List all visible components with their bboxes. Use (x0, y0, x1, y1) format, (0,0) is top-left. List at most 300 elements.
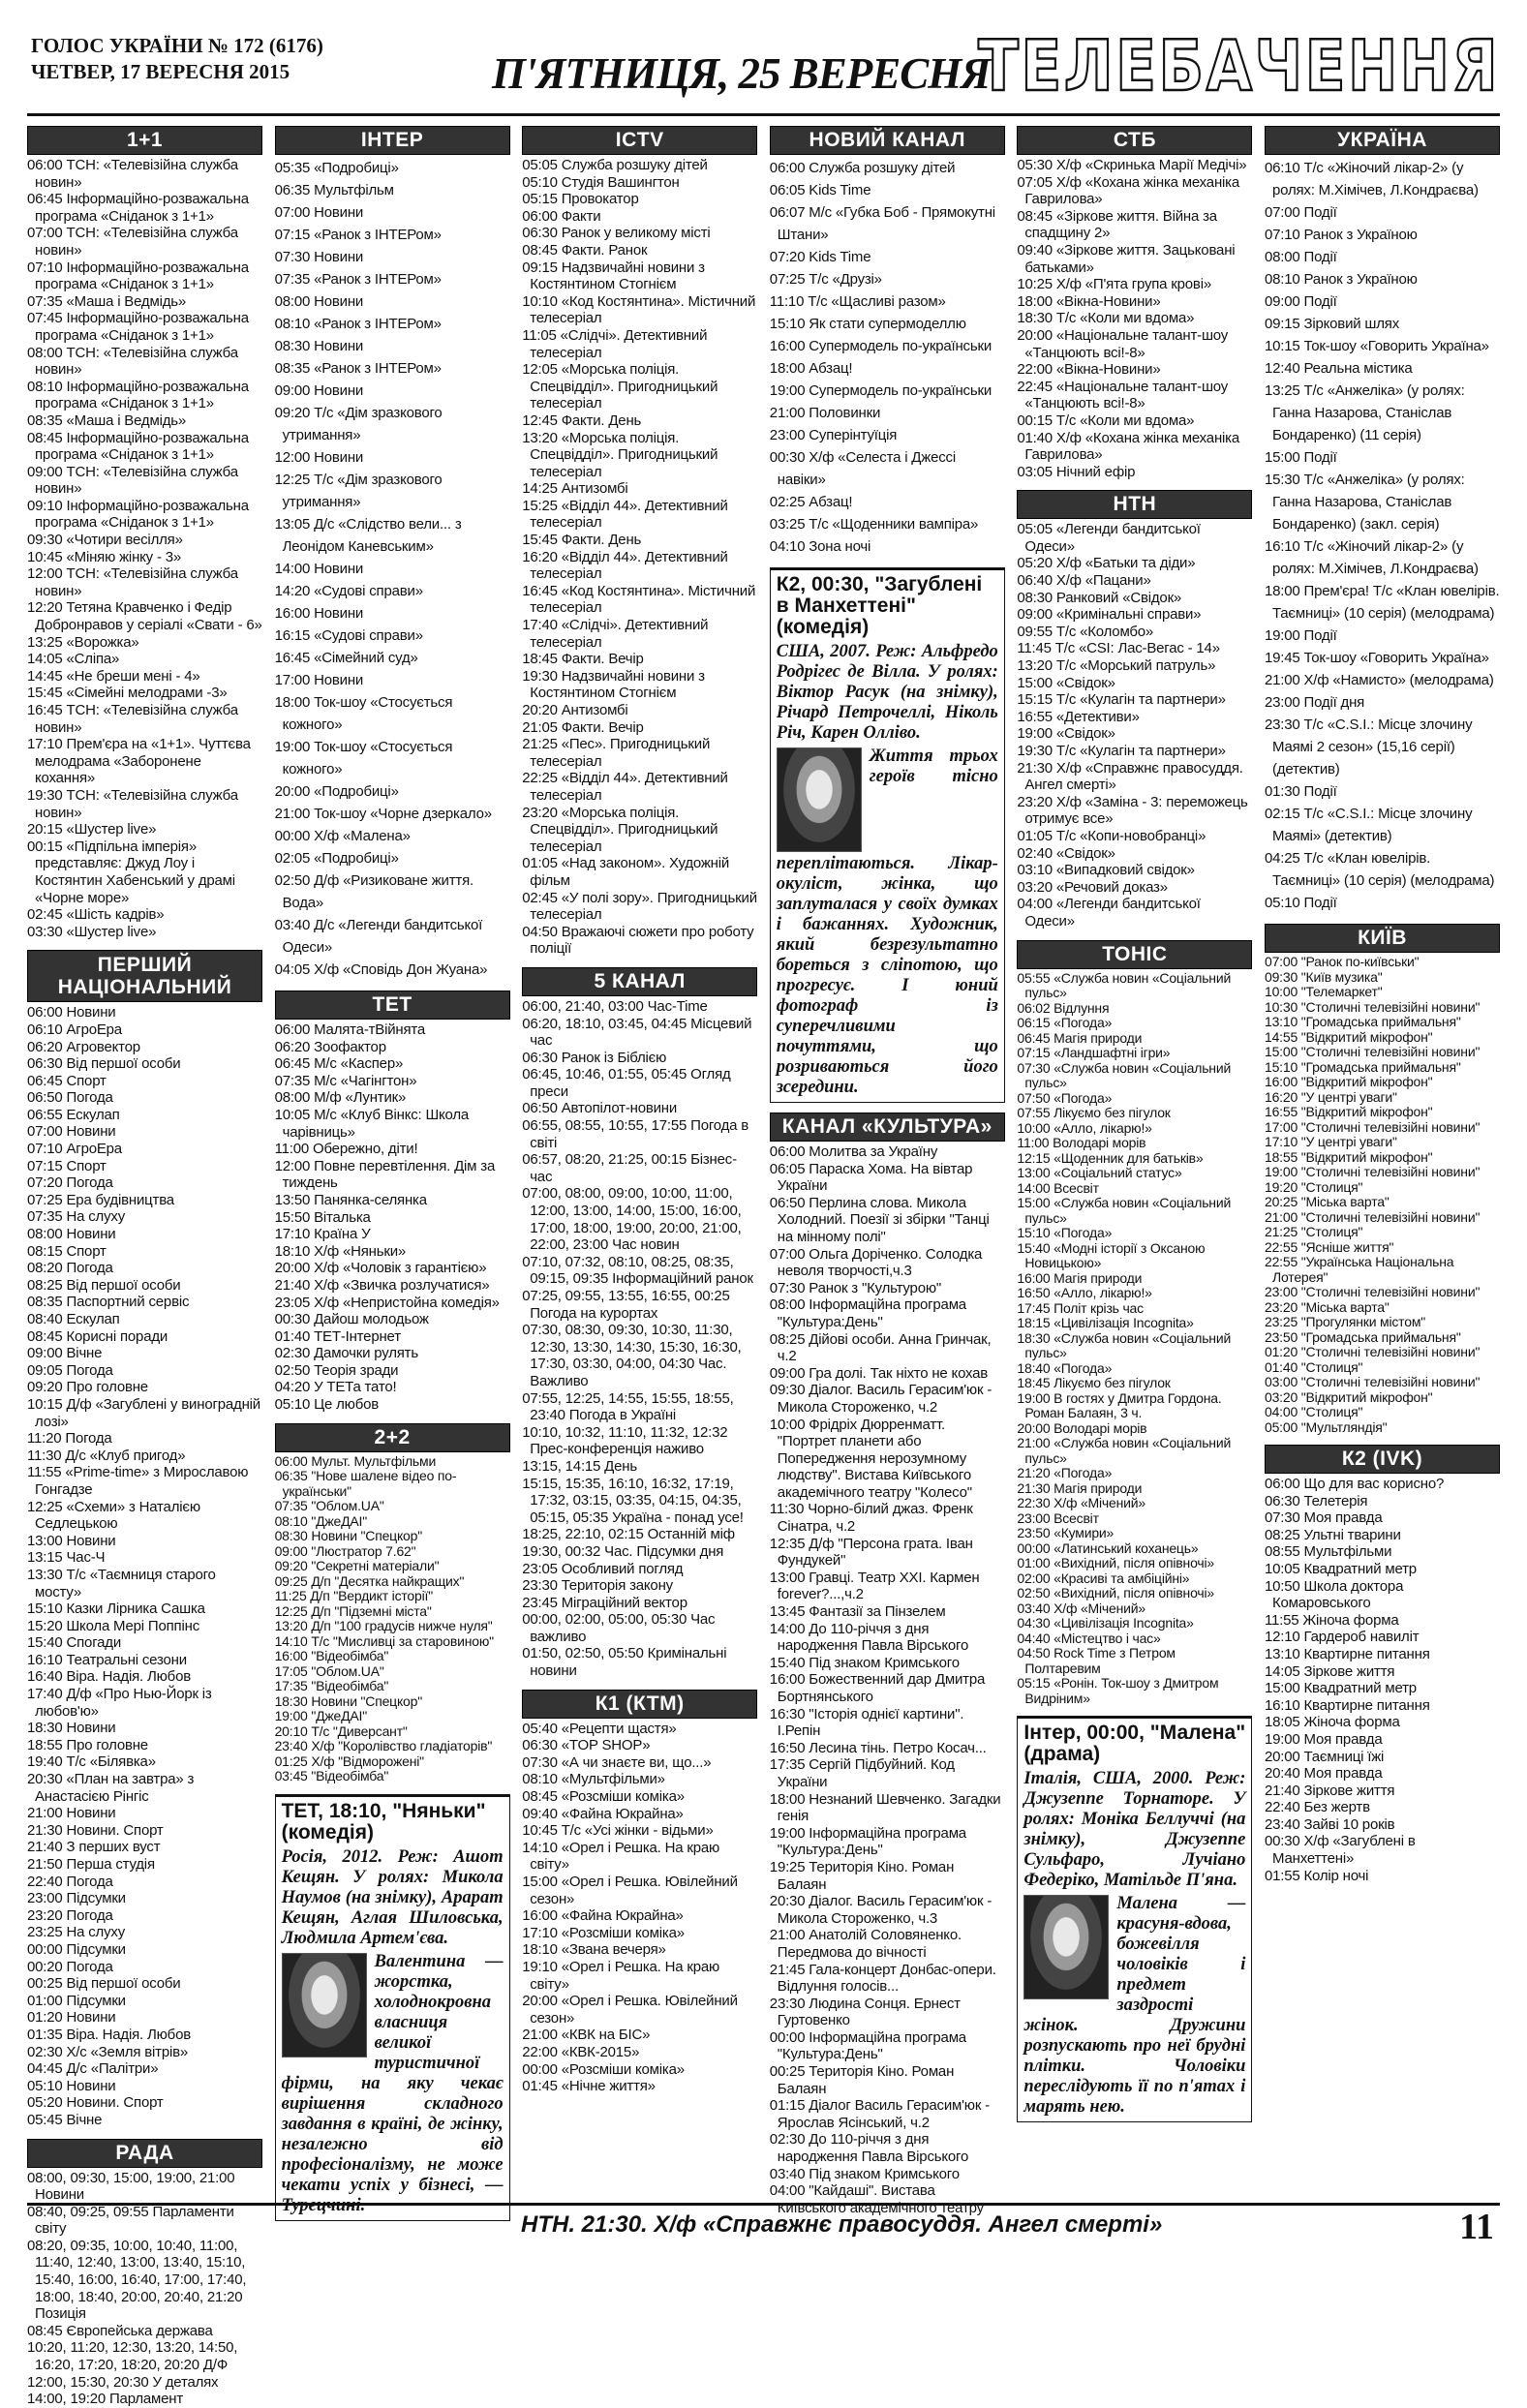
program-entry: 23:20 Погода (27, 1906, 113, 1924)
program-entry: 23:50 "Громадська приймальня" (1265, 1328, 1461, 1345)
program-entry: 06:45 Магія природи (1017, 1029, 1143, 1046)
program-entry: 01:40 "Столиця" (1265, 1358, 1363, 1375)
program-entry: 12:35 Д/ф "Персона грата. Іван Фундукей" (769, 1535, 973, 1570)
program-entry: 00:00, 02:00, 05:00, 05:30 Час важливо (522, 1611, 716, 1645)
program-entry: 12:00 Новини (274, 449, 364, 466)
program-entry: 05:20 Х/ф «Батьки та діди» (1017, 555, 1196, 572)
program-entry: 08:10 «Мультфільми» (522, 1771, 665, 1788)
program-entry: 08:00 М/ф «Лунтик» (274, 1089, 407, 1107)
program-entry: 18:05 Жіноча форма (1265, 1714, 1400, 1731)
channel-block (1265, 924, 1500, 1435)
program-entry: 12:25 «Схеми» з Наталією Седлецькою (27, 1498, 200, 1533)
program-entry: 17:05 "Облом.UA" (274, 1662, 384, 1679)
program-entry: 19:30 Т/с «Кулагін та партнери» (1017, 743, 1226, 759)
program-entry: 15:10 Як стати супермоделлю (769, 316, 966, 332)
program-entry: 06:00 Мульт. Мультфільми (274, 1452, 437, 1469)
program-entry: 04:50 Rock Time з Петром Полтаревим (1017, 1645, 1176, 1676)
program-entry: 16:45 «Код Костянтина». Містичний телесеріал (522, 582, 756, 617)
program-entry: 09:40 «Файна Юкрайна» (522, 1805, 684, 1822)
program-entry: 22:40 Без жертв (1265, 1799, 1370, 1816)
program-entry: 04:40 «Містецтво і час» (1017, 1630, 1161, 1646)
program-entry: 23:25 На слуху (27, 1924, 125, 1941)
program-entry: 06:10 АгроЕра (27, 1021, 122, 1038)
program-entry: 08:45 Корисні поради (27, 1327, 168, 1345)
program-entry: 18:30 Новини (27, 1720, 116, 1737)
program-entry: 07:30 Новини (274, 249, 364, 265)
column-6 (1265, 126, 1500, 2188)
program-entry: 16:20 «Відділ 44». Детективний телесеріал (522, 548, 728, 583)
program-entry: 03:10 «Випадковий свідок» (1017, 862, 1195, 879)
program-entry: 09:40 «Зіркове життя. Зацьковані батьками» (1017, 241, 1236, 276)
program-entry: 23:45 Мігрaційний вектор (522, 1594, 687, 1611)
program-entry: 06:30 Від першої особи (27, 1055, 181, 1073)
program-entry: 20:25 "Міська варта" (1265, 1194, 1390, 1209)
program-entry: 06:00 Факти (522, 207, 601, 225)
program-entry: 01:55 Колір ночі (1265, 1867, 1369, 1884)
channel-block (522, 126, 757, 958)
program-entry: 21:50 Перша студія (27, 1856, 155, 1873)
program-entry: 19:40 Т/с «Білявка» (27, 1753, 156, 1771)
program-entry: 17:45 Політ крізь час (1017, 1299, 1144, 1316)
program-entry: 01:15 Діалог Василь Герасим'юк - Ярослав Ясінський, ч.2 (769, 2097, 990, 2131)
program-entry: 13:20 «Морська поліція. Спецвідділ». Пригодницький телесеріал (522, 429, 718, 480)
program-entry: 13:10 "Громадська приймальня" (1265, 1014, 1461, 1029)
program-entry: 02:50 Д/ф «Ризиковане життя. Вода» (274, 872, 473, 911)
program-entry: 08:45 «Зіркове життя. Війна за спадщину 2» (1017, 207, 1217, 242)
program-entry: 20:00 Володарі морів (1017, 1419, 1147, 1436)
program-entry: 21:30 Магія природи (1017, 1479, 1143, 1496)
program-entry: 10:20, 11:20, 12:30, 13:20, 14:50, 16:20, 17:20, 18:20, 20:20 Д/Ф (27, 2339, 238, 2374)
masthead (27, 21, 1500, 116)
program-entry: 08:35 «Маша і Ведмідь» (27, 411, 187, 429)
program-entry: 05:10 Події (1265, 895, 1337, 911)
channel-block (1017, 490, 1252, 930)
program-entry: 07:00 Новини (27, 1123, 116, 1141)
program-entry: 23:50 «Кумири» (1017, 1525, 1115, 1541)
program-entry: 15:40 «Модні історії з Оксаною Новицькою» (1017, 1239, 1206, 1271)
program-entry: 10:30 "Столичні телевізійні новини" (1265, 998, 1481, 1015)
program-entry: 01:20 "Столичні телевізійні новини" (1265, 1344, 1481, 1359)
channel-name: СТБ (1017, 126, 1252, 155)
program-entry: 13:25 «Ворожка» (27, 633, 139, 651)
program-entry: 15:10 Казки Лірника Сашка (27, 1600, 205, 1618)
program-entry: 18:55 Про головне (27, 1736, 148, 1753)
program-entry: 11:30 Чорно-білий джаз. Френк Сінатра, ч.2 (769, 1501, 973, 1536)
channel-block (522, 1690, 757, 2095)
program-entry: 02:15 Т/с «C.S.I.: Місце злочину Маямі» (детектив) (1265, 806, 1473, 844)
program-entry: 08:45 «Розсміши коміка» (522, 1788, 685, 1806)
program-entry: 06:45, 10:46, 01:55, 05:45 Огляд преси (522, 1066, 731, 1100)
program-entry: 18:30 Новини "Спецкор" (274, 1692, 423, 1709)
program-entry: 17:10 «Розсміши коміка» (522, 1924, 685, 1941)
program-entry: 06:02 Відлуння (1017, 999, 1110, 1016)
issue-info (31, 33, 323, 85)
program-entry: 18:25, 22:10, 02:15 Останній міф (522, 1526, 735, 1543)
program-entry: 14:55 "Відкритий мікрофон" (1265, 1028, 1433, 1045)
column-1 (27, 126, 262, 2408)
channel-name: РАДА (27, 2139, 262, 2168)
program-entry: 09:25 Д/п "Десятка найкращих" (274, 1572, 465, 1589)
program-entry: 08:10 Ранок з Україною (1265, 271, 1418, 288)
program-entry: 02:30 До 110-річчя з дня народження Павла Вірського (769, 2131, 969, 2166)
program-entry: 06:50 Автопілот-новини (522, 1100, 678, 1117)
program-entry: 16:50 «Алло, лікарю!» (1017, 1285, 1152, 1301)
program-entry: 03:20 "Відкритий мікрофон" (1265, 1388, 1433, 1405)
program-entry: 23:00 "Столичні телевізійні новини" (1265, 1284, 1481, 1299)
program-entry: 17:00 Новини (274, 672, 364, 688)
program-entry: 08:10 «Ранок з ІНТЕРом» (274, 316, 442, 332)
program-entry: 06:15 «Погода» (1017, 1015, 1113, 1031)
program-entry: 15:45 «Сімейні мелодрами -3» (27, 685, 228, 702)
program-entry: 01:05 Т/с «Копи-новобранці» (1017, 827, 1206, 844)
program-entry: 05:10 Студія Вашингтон (522, 173, 680, 191)
program-entry: 09:05 Погода (27, 1361, 113, 1379)
program-entry: 06:20 Агровектор (27, 1038, 140, 1055)
channel-name: 5 КАНАЛ (522, 967, 757, 996)
program-entry: 09:00 Новини (274, 382, 364, 399)
program-entry: 13:50 Панянка-селянка (274, 1191, 427, 1208)
channel-block (27, 2139, 262, 2408)
program-entry: 21:25 "Столиця" (1265, 1224, 1363, 1239)
program-entry: 06:20 Зоофактор (274, 1038, 386, 1055)
program-entry: 08:35 Паспортний сервіс (27, 1294, 190, 1311)
program-entry: 02:50 Теорія зради (274, 1361, 399, 1379)
program-entry: 17:40 Д/ф «Про Нью-Йорк із любов'ю» (27, 1686, 212, 1720)
program-entry: 13:15 Час-Ч (27, 1549, 106, 1567)
channel-name: ПЕРШИЙ НАЦІОНАЛЬНИЙ (27, 950, 262, 1002)
program-entry: 18:00 Ток-шоу «Стосується кожного» (274, 694, 453, 733)
program-entry: 20:00 «Орел і Решка. Ювілейний сезон» (522, 1993, 738, 2027)
program-entry: 16:10 Квартирне питання (1265, 1696, 1430, 1714)
program-entry: 11:55 «Prime-time» з Мирославою Гонгадзе (27, 1464, 249, 1498)
program-entry: 19:00 Ток-шоу «Стосується кожного» (274, 739, 453, 777)
program-entry: 20:00 Таємниці їжі (1265, 1748, 1385, 1765)
program-entry: 16:20 "У центрі уваги" (1265, 1088, 1397, 1105)
program-entry: 17:10 "У центрі уваги" (1265, 1134, 1397, 1149)
program-entry: 09:15 Надзвичайні новини з Костянтином Стогнієм (522, 259, 705, 293)
channel-name: К2 (IVK) (1265, 1445, 1500, 1474)
program-entry: 22:55 "Українська Національна Лотерея" (1265, 1254, 1454, 1285)
program-entry: 03:40 Х/ф «Мічений» (1017, 1600, 1145, 1616)
program-entry: 13:20 Т/с «Морський патруль» (1017, 657, 1216, 675)
program-entry: 12:45 Факти. День (522, 411, 642, 429)
program-entry: 06:00 Молитва за Україну (769, 1143, 938, 1160)
actor-photo (1023, 1895, 1109, 1999)
page-number: 11 (1459, 2207, 1494, 2247)
program-entry: 07:35 «Маша і Ведмідь» (27, 292, 187, 310)
channel-name: ICTV (522, 126, 757, 155)
program-entry: 09:00 Гра долі. Так ніхто не кохав (769, 1364, 989, 1382)
program-entry: 05:40 «Рецепти щастя» (522, 1720, 677, 1737)
program-entry: 16:15 «Судові справи» (274, 627, 423, 644)
program-entry: 02:30 Х/с «Земля вітрів» (27, 2043, 189, 2060)
program-entry: 21:30 Новини. Спорт (27, 1821, 164, 1839)
program-entry: 10:00 «Алло, лікарю!» (1017, 1119, 1152, 1136)
program-entry: 15:25 «Відділ 44». Детективний телесеріал (522, 497, 728, 532)
program-entry: 06:00 Що для вас корисно? (1265, 1476, 1445, 1492)
program-entry: 02:45 «У полі зору». Пригодницький телесеріал (522, 889, 757, 924)
schedule-day: П'ЯТНИЦЯ, 25 ВЕРЕСНЯ (492, 49, 991, 98)
program-entry: 08:40, 09:25, 09:55 Парламенти світу (27, 2203, 234, 2238)
program-entry: 15:00 Квадратний метр (1265, 1680, 1417, 1697)
program-entry: 13:10 Квартирне питання (1265, 1645, 1430, 1662)
program-entry: 04:00 "Кайдаші". Вистава Київського академічного театру (769, 2182, 984, 2216)
program-entry: 08:25 Ультні тварини (1265, 1526, 1401, 1543)
program-entry: 18:00 Абзац! (769, 360, 853, 377)
channel-name: УКРАЇНА (1265, 126, 1500, 155)
program-entry: 18:00 Прем'єра! Т/с «Клан ювелірів. Таємниці» (10 серія) (мелодрама) (1265, 583, 1500, 622)
program-entry: 13:00 Новини (27, 1532, 116, 1549)
program-entry: 06:50 Перлина слова. Микола Холодний. Поезії зі збірки "Танці на мінному полі" (769, 1194, 990, 1245)
program-entry: 05:20 Новини. Спорт (27, 2094, 164, 2112)
program-entry: 04:50 Вражаючі сюжети про роботу поліції (522, 923, 754, 958)
program-entry: 07:10 АгроЕра (27, 1141, 122, 1158)
program-entry: 04:30 «Цивілізація Incognita» (1017, 1615, 1194, 1631)
program-entry: 00:30 Х/ф «Селеста і Джессі навіки» (769, 449, 956, 488)
channel-name: К1 (КТМ) (522, 1690, 757, 1719)
program-entry: 07:25 Ера будівництва (27, 1191, 174, 1208)
program-entry: 08:20, 09:35, 10:00, 10:40, 11:00, 11:40, 12:40, 13:00, 13:40, 15:10, 15:40, 16:00, 16:40, 17:00, 17:40, 18:00, 18:40, 20:00, 20:40, 21:20 Позиція (27, 2237, 247, 2323)
program-entry: 17:10 Прем'єра на «1+1». Чуттєва мелодрама «Заборонене кохання» (27, 736, 251, 787)
program-entry: 21:00 "Столичні телевізійні новини" (1265, 1208, 1481, 1225)
program-entry: 19:00 Події (1265, 627, 1337, 644)
program-entry: 09:20 Т/с «Дім зразкового утримання» (274, 405, 443, 443)
program-entry: 19:45 Ток-шоу «Говорить Україна» (1265, 650, 1489, 666)
program-entry: 21:40 З перших вуст (27, 1839, 161, 1856)
program-entry: 19:10 «Орел і Решка. На краю світу» (522, 1958, 720, 1993)
program-entry: 08:00 Новини (274, 293, 364, 310)
program-entry: 10:10 «Код Костянтина». Містичний телесеріал (522, 292, 756, 327)
program-entry: 23:30 Людина Сонця. Ернест Гуртовенко (769, 1995, 961, 2029)
program-entry: 07:15 «Ландшафтні ігри» (1017, 1045, 1171, 1061)
program-entry: 06:45 Спорт (27, 1072, 107, 1089)
program-entry: 09:20 Про головне (27, 1379, 148, 1396)
feature-synopsis: Життя трьох героїв тісно переплітаються. Лікар-окуліст, жінка, що заплуталася у своїх думках і бажаннях. Художник, який безрезультатно бореться з сліпотою, що прогресує. І юний фотограф із суперечливими почуттями, що розриваються його зсередини. (776, 747, 998, 1097)
program-entry: 13:45 Фантазії за Пінзелем (769, 1603, 946, 1621)
program-entry: 07:20 Kids Time (769, 249, 871, 265)
program-entry: 10:05 Квадратний метр (1265, 1560, 1417, 1577)
program-entry: 23:00 Підсумки (27, 1890, 126, 1907)
program-entry: 06:30 Ранок із Біблією (522, 1049, 667, 1066)
program-entry: 02:45 «Шість кадрів» (27, 906, 165, 924)
program-entry: 06:00 Служба розшуку дітей (769, 160, 956, 176)
program-entry: 21:00 Половинки (769, 405, 881, 421)
program-entry: 20:20 Антизомбі (522, 702, 628, 718)
program-entry: 23:25 "Прогулянки містом" (1265, 1314, 1426, 1329)
program-entry: 01:40 ТЕТ-Інтернет (274, 1327, 401, 1345)
program-entry: 08:30 Ранковий «Свідок» (1017, 589, 1182, 606)
program-entry: 06:00 ТСН: «Телевізійна служба новин» (27, 157, 238, 191)
program-entry: 16:10 Т/с «Жіночий лікар-2» (у ролях: М.Хімічев, Л.Кондраєва) (1265, 538, 1479, 577)
program-entry: 15:00 "Столичні телевізійні новини" (1265, 1044, 1481, 1059)
program-entry: 15:40 Під знаком Кримського (769, 1654, 960, 1671)
program-entry: 17:35 Сергій Підбуйний. Код України (769, 1756, 955, 1790)
program-entry: 12:00 Повне перевтілення. Дім за тиждень (274, 1157, 496, 1192)
program-entry: 19:00 Супермодель по-українськи (769, 382, 993, 399)
program-entry: 09:30 "Київ музика" (1265, 968, 1383, 985)
feature-credits: США, 2007. Реж: Альфредо Родрігес де Вілла. У ролях: Віктор Расук (на знімку), Річард Петрочеллі, Ніколь Річ, Карен Олліво. (776, 642, 998, 743)
program-entry: 07:45 Інформаційно-розважальна програма «Сніданок з 1+1» (27, 310, 249, 344)
program-entry: 22:45 «Національне талант-шоу «Танцюють всі!-8» (1017, 378, 1229, 412)
program-entry: 17:00 "Столичні телевізійні новини" (1265, 1118, 1481, 1135)
program-entry: 08:00 Новини (27, 1226, 116, 1243)
program-entry: 00:25 Від першої особи (27, 1975, 181, 1993)
program-entry: 12:40 Реальна містика (1265, 360, 1413, 377)
program-entry: 19:00 "Столичні телевізійні новини" (1265, 1164, 1481, 1179)
program-entry: 15:20 Школа Мері Поппінс (27, 1617, 199, 1634)
program-entry: 14:00, 19:20 Парламент (27, 2391, 184, 2408)
feature-panel (770, 567, 1005, 1103)
feature-box (1017, 1716, 1252, 2122)
channel-block (1265, 1445, 1500, 1884)
program-entry: 10:00 Фрідріх Дюрренматт. "Портрет планети або Попередження нерозумному людству". Вистава Київського академічного театру "Колесо" (769, 1416, 972, 1501)
program-entry: 12:10 Гардероб навиліт (1265, 1629, 1420, 1646)
program-entry: 12:00 ТСН: «Телевізійна служба новин» (27, 565, 238, 599)
program-entry: 14:00 Новини (274, 561, 364, 577)
feature-credits: Італія, США, 2000. Реж: Джузеппе Торнаторе. У ролях: Моніка Беллуччі (на знімку), Джузеппе Сульфаро, Лучіано Федеріко, Матільде П'яна. (1023, 1769, 1246, 1891)
feature-panel (275, 1794, 510, 2221)
program-entry: 07:10 Інформаційно-розважальна програма «Сніданок з 1+1» (27, 259, 249, 293)
program-entry: 00:30 Х/ф «Загублені в Манхеттені» (1265, 1833, 1416, 1868)
program-entry: 03:25 Т/с «Щоденники вампіра» (769, 516, 979, 533)
column-3 (522, 126, 757, 2188)
program-entry: 20:00 «Національне талант-шоу «Танцюють всі!-8» (1017, 326, 1229, 361)
program-entry: 06:57, 08:20, 21:25, 00:15 Бізнес-час (522, 1151, 737, 1185)
program-entry: 10:15 Ток-шоу «Говорить Україна» (1265, 338, 1489, 354)
program-entry: 14:25 Антизомбі (522, 480, 628, 498)
program-entry: 17:40 «Слідчі». Детективний телесеріал (522, 617, 709, 651)
program-entry: 12:20 Тетяна Кравченко і Федір Добронравов у серіалі «Свати - 6» (27, 599, 262, 634)
program-entry: 07:35 "Облом.UA" (274, 1498, 384, 1514)
program-entry: 10:05 М/с «Клуб Вінкс: Школа чарівниць» (274, 1106, 470, 1141)
program-entry: 13:25 Т/с «Анжеліка» (у ролях: Ганна Назарова, Станіслав Бондаренко) (11 серія) (1265, 382, 1465, 443)
program-entry: 06:45 М/с «Каспер» (274, 1055, 404, 1073)
program-entry: 06:30 Ранок у великому місті (522, 225, 711, 242)
program-entry: 18:15 «Цивілізація Incognita» (1017, 1315, 1194, 1331)
program-entry: 07:50 «Погода» (1017, 1089, 1113, 1106)
feature-title: К2, 00:30, "Загублені в Манхеттені" (комедія) (776, 573, 983, 638)
program-entry: 05:15 Провокатор (522, 191, 639, 208)
program-entry: 07:35 На слуху (27, 1208, 125, 1226)
program-entry: 05:35 «Подробиці» (274, 160, 399, 176)
channel-block (27, 950, 262, 2128)
program-entry: 06:07 М/с «Губка Боб - Прямокутні Штани» (769, 204, 995, 243)
footer (27, 2203, 1500, 2247)
program-entry: 04:10 Зона ночі (769, 538, 871, 555)
channel-block (1265, 126, 1500, 914)
program-entry: 19:30 Надзвичайні новини з Костянтином Стогнієм (522, 667, 705, 702)
program-entry: 02:50 «Вихідний, після опівночі» (1017, 1585, 1214, 1601)
column-2 (274, 126, 510, 2215)
program-entry: 07:15 «Ранок з ІНТЕРом» (274, 227, 442, 243)
channel-block (27, 126, 262, 940)
program-entry: 06:30 Телетерія (1265, 1492, 1368, 1509)
program-entry: 03:05 Нічний ефір (1017, 463, 1136, 480)
program-entry: 22:00 «Вікна-Новини» (1017, 361, 1161, 379)
channel-block (275, 126, 510, 981)
program-entry: 07:35 М/с «Чагінгтон» (274, 1072, 417, 1089)
program-entry: 09:15 Зірковий шлях (1265, 316, 1400, 332)
program-entry: 05:15 «Ронін. Ток-шоу з Дмитром Видріним» (1017, 1675, 1219, 1706)
program-entry: 23:40 Х/ф "Королівство гладіаторів" (274, 1738, 493, 1754)
actor-photo (282, 1953, 367, 2057)
program-entry: 07:00, 08:00, 09:00, 10:00, 11:00, 12:00, 13:00, 14:00, 15:00, 16:00, 17:00, 18:00, 19:00, 20:00, 21:00, 22:00, 23:00 Час новин (522, 1185, 742, 1254)
program-entry: 07:10 Ранок з Україною (1265, 227, 1418, 243)
program-entry: 23:30 Т/с «C.S.I.: Місце злочину Маямі 2 сезон» (15,16 серії) (детектив) (1265, 716, 1473, 777)
program-entry: 16:55 «Детективи» (1017, 708, 1140, 725)
program-entry: 04:05 Х/ф «Сповідь Дон Жуана» (274, 961, 488, 978)
program-entry: 21:45 Гала-концерт Донбас-опери. Відлуння голосів... (769, 1961, 996, 1996)
program-entry: 22:30 Х/ф «Мічений» (1017, 1495, 1145, 1511)
program-entry: 15:15 Т/с «Кулагін та партнери» (1017, 691, 1226, 709)
program-entry: 20:00 «Подробиці» (274, 783, 399, 800)
program-entry: 18:00 Незнаний Шевченко. Загадки генія (769, 1790, 1001, 1825)
program-entry: 09:10 Інформаційно-розважальна програма «Сніданок з 1+1» (27, 497, 249, 532)
channel-name: 1+1 (27, 126, 262, 155)
program-entry: 21:00 Ток-шоу «Чорне дзеркало» (274, 806, 492, 822)
program-entry: 13:05 Д/с «Слідство вели... з Леонідом Каневським» (274, 516, 462, 555)
program-entry: 17:35 "Відеобімба" (274, 1678, 389, 1694)
program-entry: 00:30 Дайош молодьож (274, 1311, 429, 1328)
program-entry: 08:55 Мультфільми (1265, 1543, 1392, 1561)
program-entry: 08:45 Факти. Ранок (522, 241, 648, 259)
program-entry: 12:25 Д/п "Підземні міста" (274, 1602, 432, 1619)
program-entry: 15:00 «Служба новин «Соціальний пульс» (1017, 1195, 1232, 1226)
program-entry: 03:45 "Відеобімба" (274, 1768, 389, 1784)
program-entry: 05:55 «Служба новин «Соціальний пульс» (1017, 969, 1232, 1001)
program-entry: 08:00, 09:30, 15:00, 19:00, 21:00 Новини (27, 2169, 235, 2204)
program-entry: 21:00 Новини (27, 1805, 116, 1822)
program-entry: 08:10 "ДжеДАІ" (274, 1512, 367, 1529)
program-entry: 01:25 Х/ф "Відморожені" (274, 1753, 424, 1769)
program-entry: 16:00 "Відеобімба" (274, 1648, 389, 1664)
program-entry: 19:00 Інформаційна програма "Культура:День" (769, 1824, 966, 1859)
program-entry: 18:55 "Відкритий мікрофон" (1265, 1148, 1433, 1165)
program-entry: 18:10 «Звана вечеря» (522, 1941, 666, 1959)
program-entry: 10:00 "Телемаркет" (1265, 984, 1383, 999)
program-entry: 07:05 Х/ф «Кохана жінка механіка Гаврилова» (1017, 173, 1239, 208)
program-entry: 00:00 «Розсміши коміка» (522, 2060, 685, 2078)
program-entry: 22:40 Погода (27, 1873, 113, 1890)
program-entry: 09:20 "Секретні матеріали" (274, 1558, 440, 1574)
feature-synopsis: Валентина — жорстка, холоднокровна власниця великої туристичної фірми, на яку чекає вирішення складного завдання в країні, де жінку, незалежно від професіоналізму, не може чекати успіх у бізнесі, — Турецчині. (281, 1951, 504, 2215)
program-entry: 00:00 Інформаційна програма "Культура:День" (769, 2028, 966, 2063)
program-entry: 16:00 Магія природи (1017, 1269, 1143, 1286)
program-entry: 03:00 "Столичні телевізійні новини" (1265, 1374, 1481, 1389)
program-entry: 05:10 Новини (27, 2077, 116, 2094)
program-entry: 19:30 ТСН: «Телевізійна служба новин» (27, 786, 238, 821)
channel-name: КАНАЛ «КУЛЬТУРА» (770, 1113, 1005, 1142)
program-entry: 00:00 Х/ф «Малена» (274, 828, 411, 844)
program-entry: 14:00 До 110-річчя з дня народження Павла Вірського (769, 1620, 969, 1655)
program-entry: 05:05 Служба розшуку дітей (522, 157, 708, 173)
program-entry: 12:25 Т/с «Дім зразкового утримання» (274, 472, 443, 510)
program-entry: 10:10, 10:32, 11:10, 11:32, 12:32 Прес-конференція наживо (522, 1423, 728, 1458)
program-entry: 16:00 "Відкритий мікрофон" (1265, 1074, 1433, 1089)
program-entry: 13:00 Гравці. Театр XXI. Кармен forever?...,ч.2 (769, 1569, 980, 1603)
program-entry: 09:00 Вічне (27, 1345, 103, 1362)
program-entry: 11:10 Т/с «Щасливі разом» (769, 293, 946, 310)
program-entry: 06:45 Інформаційно-розважальна програма «Сніданок з 1+1» (27, 191, 249, 225)
program-entry: 21:40 Х/ф «Звичка розлучатися» (274, 1276, 490, 1294)
program-entry: 19:25 Територія Кіно. Роман Балаян (769, 1858, 955, 1893)
program-entry: 16:00 Супермодель по-українськи (769, 338, 993, 354)
program-entry: 01:35 Віра. Надія. Любов (27, 2026, 191, 2043)
feature-title: ТЕТ, 18:10, "Няньки" (комедія) (281, 1799, 486, 1844)
channel-block (275, 1423, 510, 1784)
program-entry: 21:00 Х/ф «Намисто» (мелодрама) (1265, 672, 1494, 688)
channel-name: ТЕТ (275, 991, 510, 1020)
